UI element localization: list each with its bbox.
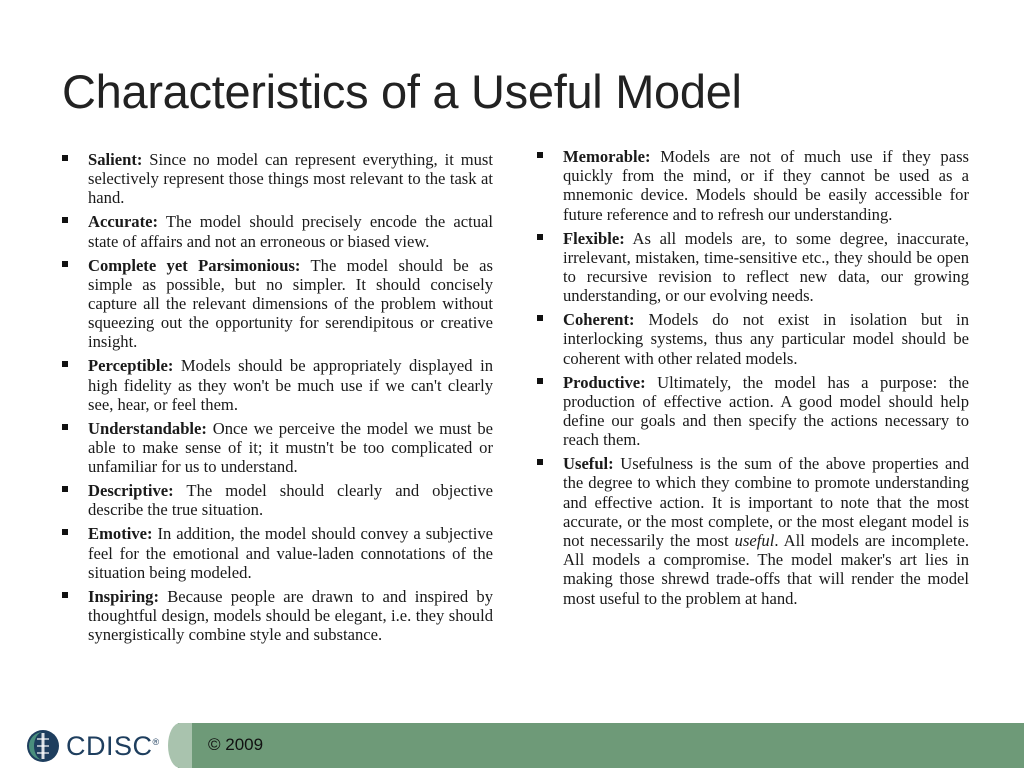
item-label: Memorable: [563,147,651,166]
item-label: Descriptive: [88,481,174,501]
item-label: Perceptible: [88,356,174,376]
item-label: Flexible: [563,228,625,248]
item-text: Models are not of much use if they pass quickly from the mind, or if they cannot be used as a mnemonic device. Models should be easily accessible for future reference and to refresh our understanding. [563,147,969,224]
item-text: The model should be as simple as possible, but no simpler. It should concisely capture all the relevant dimensions of the problem without squeezing out the opportunity for serendipitous or creative insight. [88,255,493,352]
item-text: In addition, the model should convey a subjective feel for the emotional and value-laden connotations of the situation being modeled. [88,524,493,582]
list-item [537,147,969,224]
square-bullet-icon [62,529,68,535]
item-text: Because people are drawn to and inspired by thoughtful design, models should be elegant, i.e. they should synergistically combine style and substance. [88,586,493,645]
item-text: Once we perceive the model we must be able to make sense of it; it mustn't be too complicated or unfamiliar for us to understand. [88,418,493,477]
footer-band [178,723,1024,768]
item-label: Inspiring: [88,586,160,606]
list-item [537,229,969,306]
registered-mark: ® [152,737,160,747]
square-bullet-icon [62,424,68,430]
footer-divider [168,723,192,768]
item-label: Accurate: [88,212,159,232]
item-label: Useful: [563,454,614,474]
list-item [537,373,969,450]
item-label: Complete yet Parsimonious: [88,255,301,275]
footer [0,723,1024,768]
item-text: Since no model can represent everything, it must selectively represent those things most relevant to the task at hand. [88,150,493,208]
copyright-text: © 2009 [208,735,264,754]
item-text: The model should precisely encode the actual state of affairs and not an erroneous or biased view. [88,212,493,251]
square-bullet-icon [62,155,68,161]
square-bullet-icon [537,315,543,321]
square-bullet-icon [537,234,543,240]
logo-wordmark: CDISC® [66,731,160,761]
square-bullet-icon [537,152,543,158]
item-emphasis: useful [734,531,775,551]
item-label: Productive: [563,372,646,392]
list-item [537,454,969,608]
item-label: Salient: [88,150,143,169]
item-text: The model should clearly and objective describe the true situation. [88,481,493,520]
list-item [537,310,969,368]
list-item [62,212,493,250]
list-item [62,256,493,352]
left-bullet-list [62,150,493,649]
item-text: . All models are incomplete. All models a compromise. The model maker's art lies in making those shrewd trade-offs that will render the model most useful to the problem at hand. [563,531,970,608]
list-item [62,587,493,645]
item-label: Coherent: [563,310,635,330]
item-label: Understandable: [88,418,207,438]
list-item [62,481,493,519]
square-bullet-icon [62,592,68,598]
square-bullet-icon [62,486,68,492]
list-item [62,150,493,208]
square-bullet-icon [62,217,68,223]
cdisc-logo [26,727,160,765]
item-text: As all models are, to some degree, inaccurate, irrelevant, mistaken, time-sensitive etc., they should be open to recursive revision to reflect new data, our growing understanding, or our evolving needs. [563,228,969,306]
square-bullet-icon [62,261,68,267]
cdisc-logo-icon [26,729,60,763]
list-item [62,524,493,582]
right-bullet-list [537,147,969,613]
item-text: Ultimately, the model has a purpose: the production of effective action. A good model should help define our goals and then specify the actions necessary to reach them. [563,372,969,450]
item-text: Models do not exist in isolation but in interlocking systems, thus any particular model should be coherent with other related models. [563,310,969,368]
item-text: Usefulness is the sum of the above properties and the degree to which they combine to promote understanding and effective action. It is important to note that the most accurate, or the most complete, or the most elegant model is not necessarily the most [563,454,969,551]
list-item [62,419,493,477]
slide-title: Characteristics of a Useful Model [62,65,742,118]
square-bullet-icon [537,459,543,465]
item-text: Models should be appropriately displayed in high fidelity as they won't be much use if we can't clearly see, hear, or feel them. [88,356,493,414]
list-item [62,356,493,414]
square-bullet-icon [537,378,543,384]
square-bullet-icon [62,361,68,367]
item-label: Emotive: [88,524,153,544]
